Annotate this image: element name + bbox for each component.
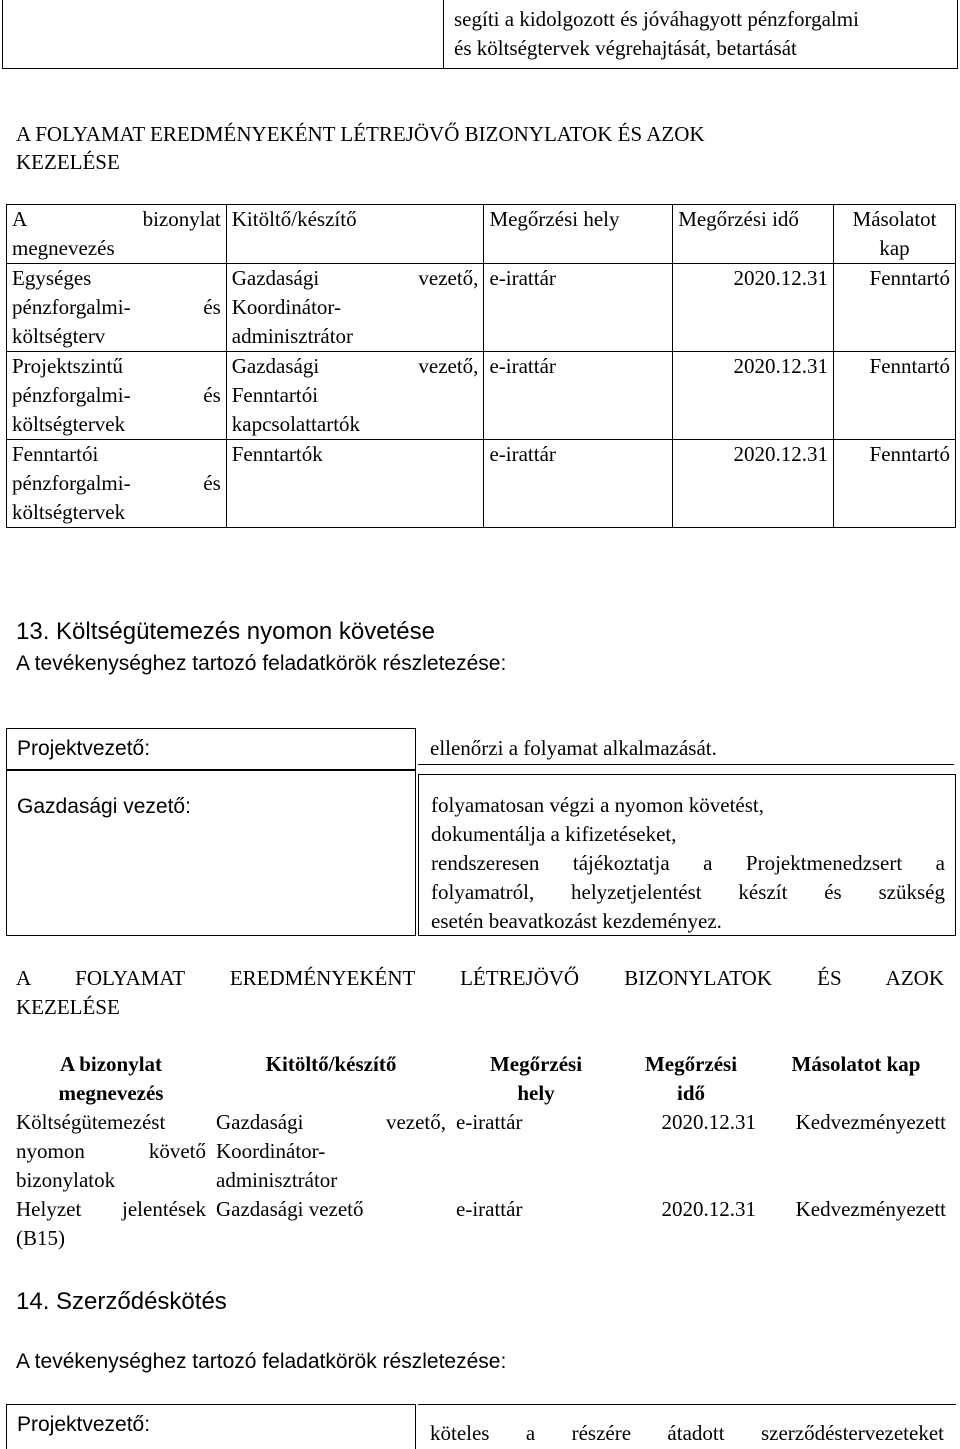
header-filler: Kitöltő/készítő [226,205,484,264]
row-filler-cell: Gazdasági vezető [216,1197,364,1221]
section13-docs-heading-line1: A FOLYAMAT EREDMÉNYEKÉNT LÉTREJÖVŐ BIZONYLATOK ÉS AZOK [16,966,944,990]
top-box-line-1: segíti a kidolgozott és jóváhagyott pénzforgalmi [454,7,859,31]
header-time: Megőrzési idő [644,1052,738,1105]
row-time-cell: 2020.12.31 [673,440,834,528]
table-row [11,1108,951,1195]
row-name-cell: Projektszintű pénzforgalmi- és költségtervek [7,352,227,440]
section14-duty-cell [418,1404,956,1449]
role-label: Gazdasági vezető: [17,795,191,818]
section13-documents-table [11,1050,951,1253]
section13-roles-table [6,728,956,934]
section14-role-cell [6,1404,416,1449]
section1-documents-table [6,204,956,528]
table-row [7,352,956,440]
table-row [11,1195,951,1253]
section1-heading-line1: A FOLYAMAT EREDMÉNYEKÉNT LÉTREJÖVŐ BIZONYLATOK ÉS AZOK [16,122,705,146]
duty-cell-gazdasagi [418,774,956,936]
row-filler-cell: Gazdasági vezető, Koordinátor- adminisztrátor [226,264,484,352]
table-header-row [7,205,956,264]
row-place-cell: e-irattár [484,440,673,528]
row-time-cell: 2020.12.31 [661,1197,756,1221]
header-copy: Másolatot kap [791,1052,921,1076]
duty-line: folyamatról, helyzetjelentést készít és szükség [431,880,945,904]
top-box-line-2: és költségtervek végrehajtását, betartását [454,36,797,60]
section13-title: 13. Költségütemezés nyomon követése [16,618,435,645]
header-copy: Másolatot kap [834,205,956,264]
row-place-cell: e-irattár [456,1197,523,1221]
duty-cell-projektvezeto [418,728,954,765]
role-cell-gazdasagi [6,770,416,936]
row-time-cell: 2020.12.31 [673,352,834,440]
row-name-cell: Fenntartói pénzforgalmi- és költségtervek [7,440,227,528]
row-place-cell: e-irattár [484,264,673,352]
table-header-row [11,1050,951,1108]
row-time-cell: 2020.12.31 [661,1110,756,1134]
row-copy-cell: Kedvezményezett [795,1110,946,1134]
row-filler-cell: Fenntartók [226,440,484,528]
duty-line: folyamatosan végzi a nyomon követést, [431,793,764,817]
row-name-cell: Helyzet jelentések (B15) [16,1197,206,1250]
header-name: A bizonylat megnevezés [7,205,227,264]
duty-line: dokumentálja a kifizetéseket, [431,822,677,846]
table-row [7,264,956,352]
top-continuation-box [2,0,958,69]
section14-title: 14. Szerződéskötés [16,1288,227,1315]
top-box-divider [443,0,444,68]
role-label: Projektvezető: [17,1413,151,1436]
table-row [7,440,956,528]
header-place: Megőrzési hely [489,1052,583,1105]
row-time-cell: 2020.12.31 [673,264,834,352]
role-cell-projektvezeto [6,728,416,770]
duty-line: köteles a részére átadott szerződéstervezeteket [430,1421,944,1445]
section1-heading-line2: KEZELÉSE [16,150,120,174]
duty-line: ellenőrzi a folyamat alkalmazását. [430,736,717,760]
header-name: A bizonylat megnevezés [58,1052,164,1105]
row-name-cell: Költségütemezést nyomon követő bizonylatok [16,1110,206,1192]
section14-subtitle: A tevékenységhez tartozó feladatkörök részletezése: [16,1350,507,1373]
section13-subtitle: A tevékenységhez tartozó feladatkörök részletezése: [16,652,507,675]
row-name-cell: Egységes pénzforgalmi- és költségterv [7,264,227,352]
duty-line: rendszeresen tájékoztatja a Projektmenedzsert a [431,851,945,875]
row-filler-cell: Gazdasági vezető, Fenntartói kapcsolattartók [226,352,484,440]
row-place-cell: e-irattár [484,352,673,440]
row-copy-cell: Fenntartó [834,264,956,352]
header-place: Megőrzési hely [484,205,673,264]
row-place-cell: e-irattár [456,1110,523,1134]
header-filler: Kitöltő/készítő [265,1052,397,1076]
row-copy-cell: Fenntartó [834,352,956,440]
header-time: Megőrzési idő [673,205,834,264]
section13-docs-heading-line2: KEZELÉSE [16,995,120,1019]
duty-line: esetén beavatkozást kezdeményez. [431,909,722,933]
row-filler-cell: Gazdasági vezető, Koordinátor- adminisztrátor [216,1110,446,1192]
row-copy-cell: Kedvezményezett [795,1197,946,1221]
role-label: Projektvezető: [17,737,151,760]
row-copy-cell: Fenntartó [834,440,956,528]
